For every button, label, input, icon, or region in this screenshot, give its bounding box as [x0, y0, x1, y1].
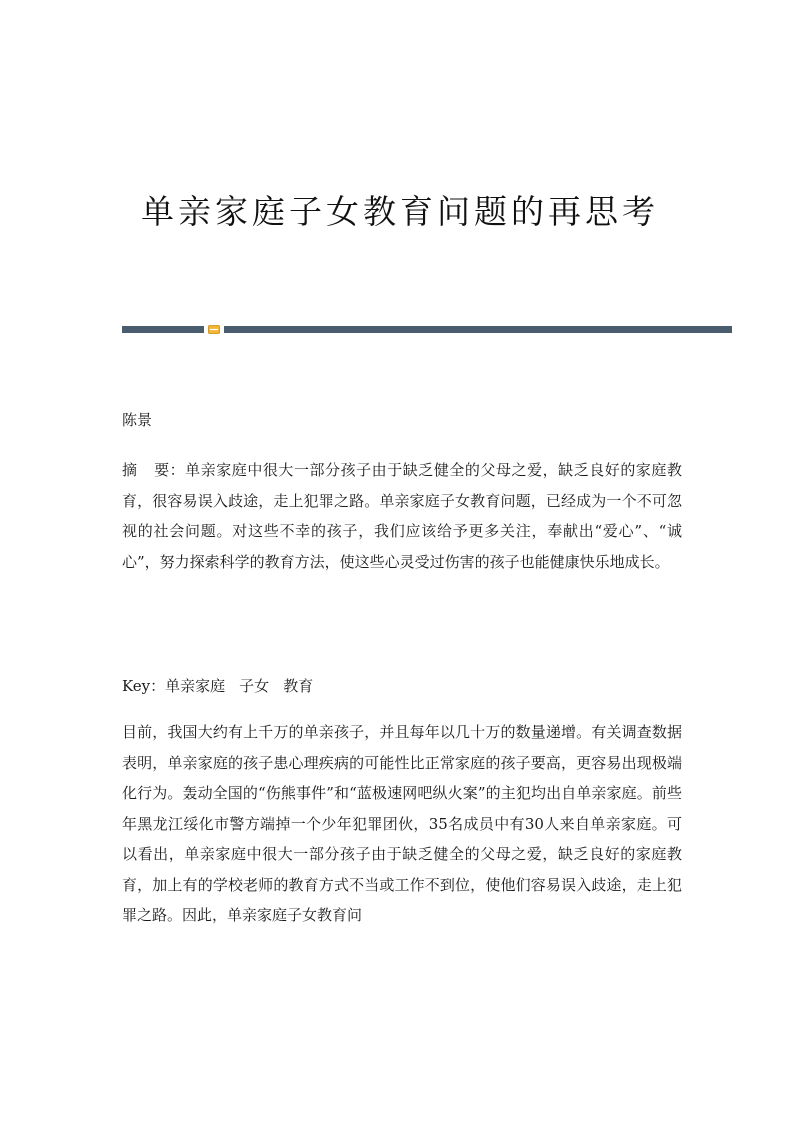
keywords-line	[122, 671, 682, 702]
document-title: 单亲家庭子女教育问题的再思考	[141, 192, 659, 231]
title-divider	[122, 326, 732, 333]
body-paragraph: 目前，我国大约有上千万的单亲孩子，并且每年以几十万的数量递增。有关调查数据表明，单亲家庭的孩子患心理疾病的可能性比正常家庭的孩子要高，更容易出现极端化行为。轰动全国的“伤熊事件”和“蓝极速网吧纵火案”的主犯均出自单亲家庭。前些年黑龙江绥化市警方端掉一个少年犯罪团伙，35名成员中有30人来自单亲家庭。可以看出，单亲家庭中很大一部分孩子由于缺乏健全的父母之爱，缺乏良好的家庭教育，加上有的学校老师的教育方式不当或工作不到位，使他们容易误入歧途，走上犯罪之路。因此，单亲家庭子女教育问	[122, 723, 682, 924]
keywords-label: Key：	[122, 677, 166, 695]
keyword-item: 单亲家庭	[165, 677, 226, 695]
keyword-item: 教育	[283, 677, 314, 695]
abstract-label-b: 要：	[153, 461, 186, 479]
pencil-ornament-icon	[208, 325, 220, 334]
abstract-text: 单亲家庭中很大一部分孩子由于缺乏健全的父母之爱，缺乏良好的家庭教育，很容易误入歧途，走上犯罪之路。单亲家庭子女教育问题，已经成为一个不可忽视的社会问题。对这些不幸的孩子，我们应该给予更多关注，奉献出“爱心”、“诚心”，努力探索科学的教育方法，使这些心灵受过伤害的孩子也能健康快乐地成长。	[122, 461, 682, 571]
abstract-label-a: 摘	[122, 461, 138, 479]
keyword-item: 子女	[239, 677, 270, 695]
divider-bar-right	[224, 326, 732, 333]
abstract-paragraph	[122, 455, 682, 577]
author-name: 陈景	[122, 411, 153, 429]
divider-bar-left	[122, 326, 204, 333]
